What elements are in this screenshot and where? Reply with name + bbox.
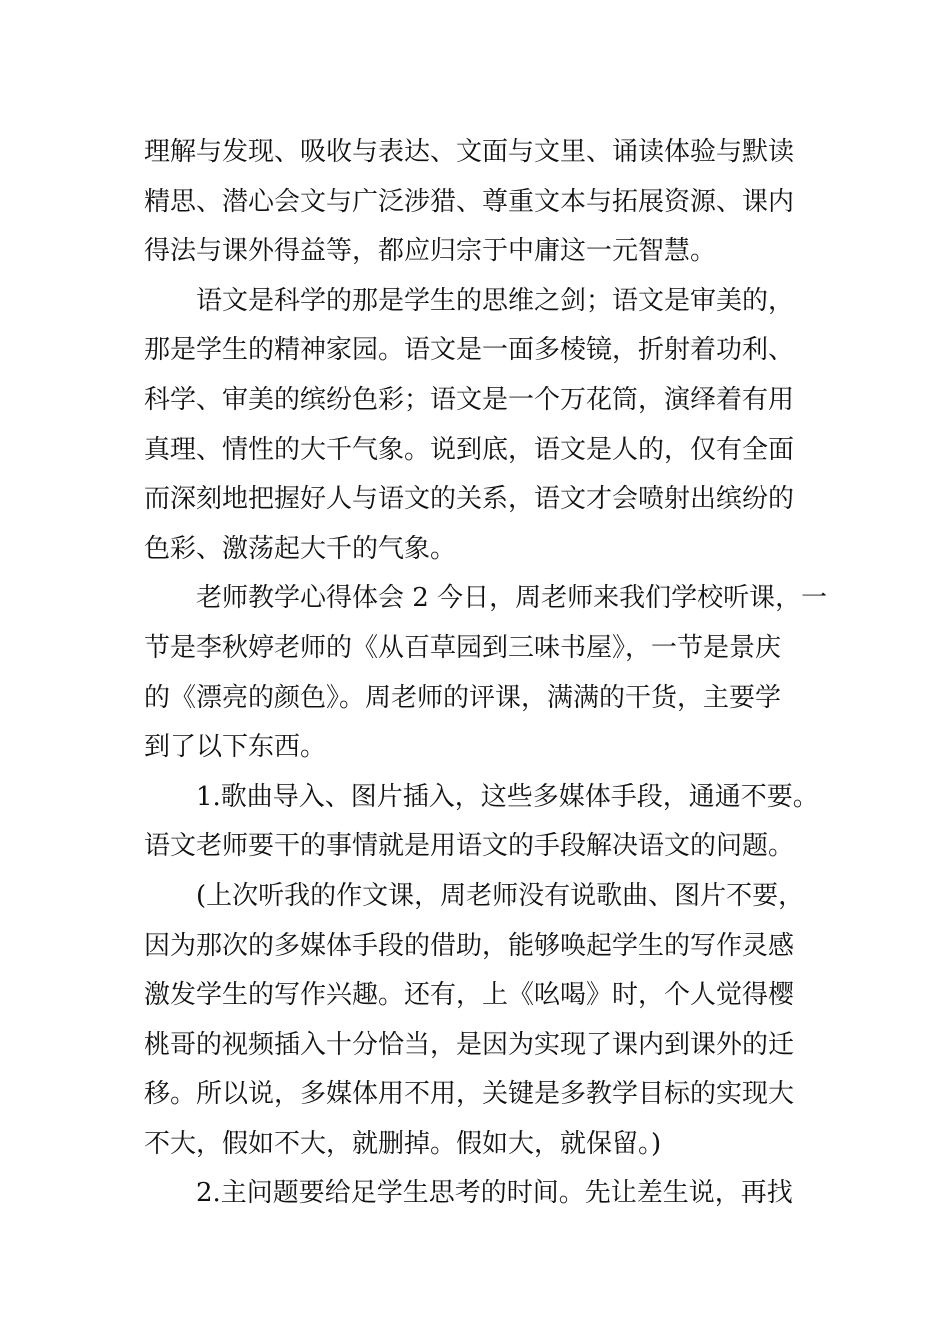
text-line-14: 1.歌曲导入、图片插入，这些多媒体手段，通通不要。: [196, 781, 819, 812]
text-line-17: 因为那次的多媒体手段的借助，能够唤起学生的写作灵感: [144, 930, 795, 961]
text-line-2: 精思、潜心会文与广泛涉猎、尊重文本与拓展资源、课内: [144, 186, 795, 217]
text-line-13: 到了以下东西。: [144, 732, 327, 763]
text-line-5: 那是学生的精神家园。语文是一面多棱镜，折射着功利、: [144, 335, 795, 366]
text-line-3: 得法与课外得益等，都应归宗于中庸这一元智慧。: [144, 236, 717, 267]
text-line-9: 色彩、激荡起大千的气象。: [144, 533, 457, 564]
text-line-12: 的《漂亮的颜色》。周老师的评课，满满的干货，主要学: [144, 682, 782, 713]
body-text: [144, 128, 828, 1219]
text-line-10: 老师教学心得体会 2 今日，周老师来我们学校听课，一: [196, 583, 828, 614]
text-line-11: 节是李秋婷老师的《从百草园到三味书屋》，一节是景庆: [144, 632, 782, 663]
text-line-20: 移。所以说，多媒体用不用，关键是多教学目标的实现大: [144, 1079, 795, 1110]
text-line-4: 语文是科学的那是学生的思维之剑；语文是审美的，: [196, 285, 795, 316]
text-line-15: 语文老师要干的事情就是用语文的手段解决语文的问题。: [144, 831, 795, 862]
text-line-1: 理解与发现、吸收与表达、文面与文里、诵读体验与默读: [144, 137, 795, 167]
text-line-7: 真理、情性的大千气象。说到底，语文是人的，仅有全面: [144, 434, 795, 465]
text-line-6: 科学、审美的缤纷色彩；语文是一个万花筒，演绎着有用: [144, 384, 795, 415]
text-line-21: 不大，假如不大，就删掉。假如大，就保留。): [144, 1128, 662, 1159]
text-line-16: (上次听我的作文课，周老师没有说歌曲、图片不要，: [196, 880, 805, 911]
text-line-19: 桃哥的视频插入十分恰当，是因为实现了课内到课外的迁: [144, 1029, 795, 1060]
text-line-8: 而深刻地把握好人与语文的关系，语文才会喷射出缤纷的: [144, 484, 795, 515]
text-line-22: 2.主问题要给足学生思考的时间。先让差生说，再找: [196, 1178, 793, 1209]
text-line-18: 激发学生的写作兴趣。还有，上《吆喝》时，个人觉得樱: [144, 980, 795, 1011]
